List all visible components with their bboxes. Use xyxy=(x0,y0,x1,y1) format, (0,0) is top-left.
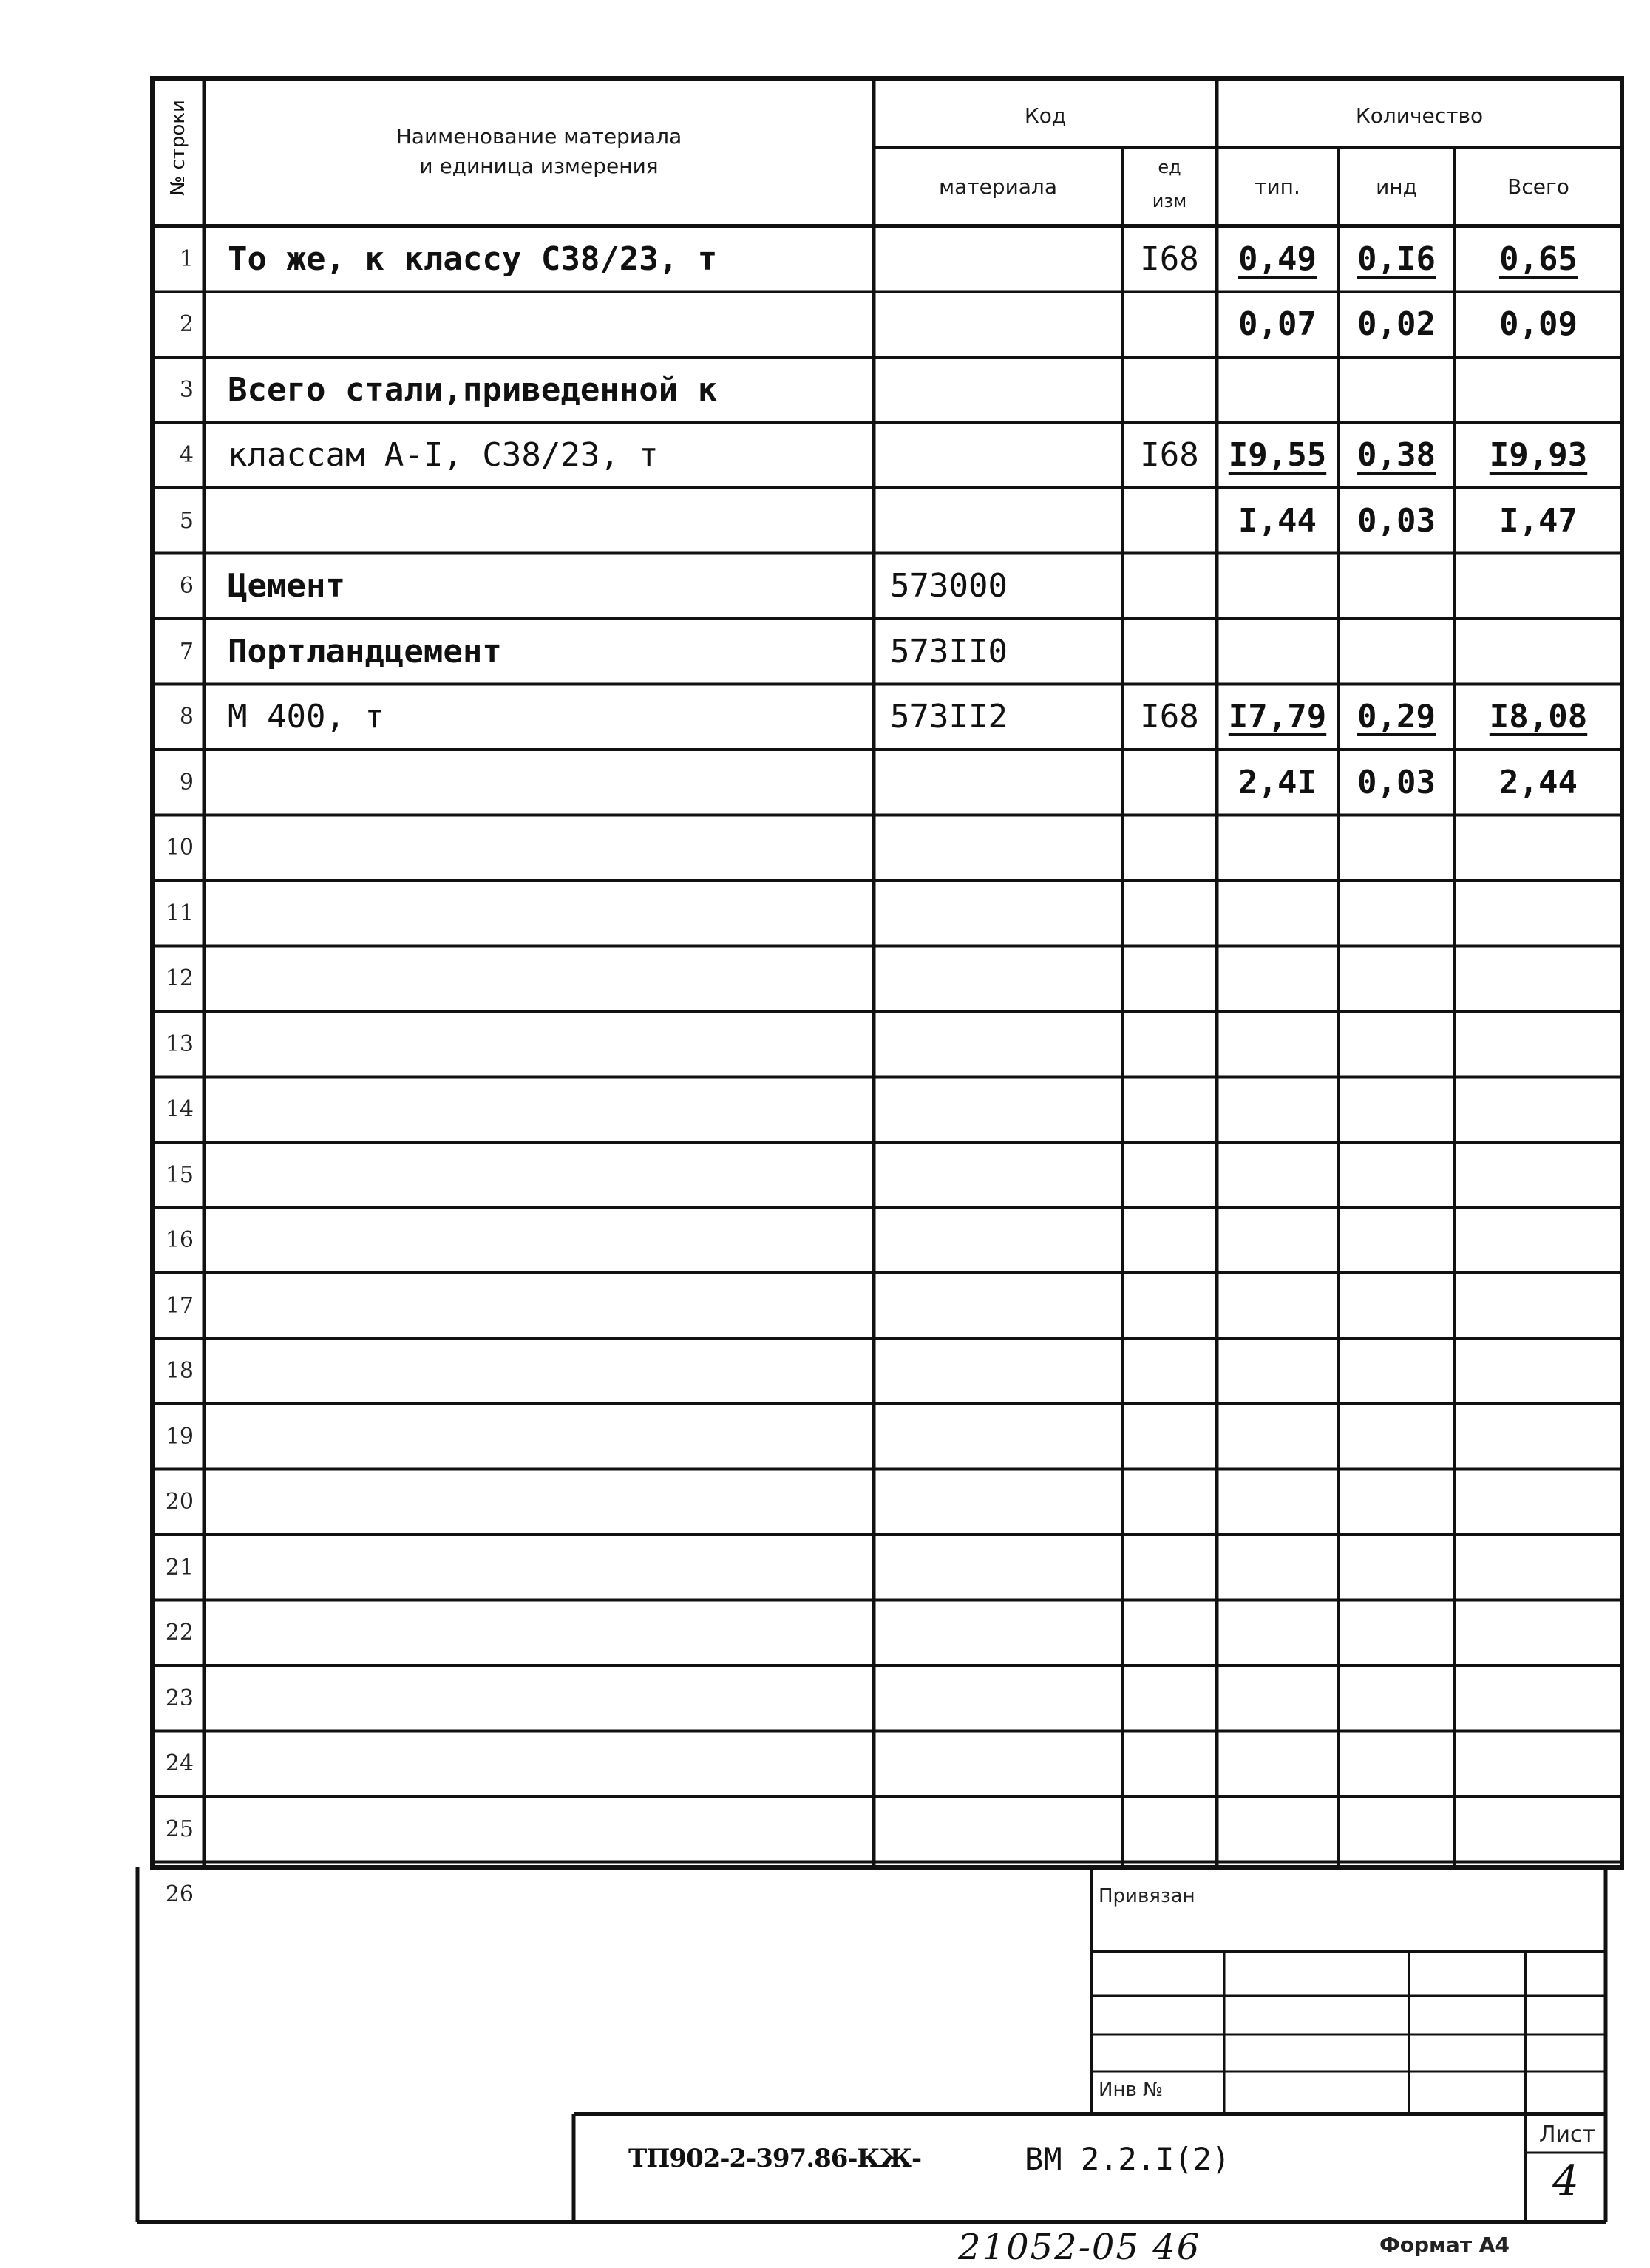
unit-code xyxy=(1122,357,1217,422)
material-code xyxy=(874,1404,1138,1469)
unit-code xyxy=(1122,1077,1217,1142)
unit-code xyxy=(1122,1535,1217,1600)
qty-individual xyxy=(1338,1011,1455,1076)
qty-individual xyxy=(1338,1470,1455,1535)
material-name xyxy=(204,1796,897,1861)
material-code xyxy=(874,685,1138,750)
row-number-text: 8 xyxy=(179,704,194,730)
qty-total xyxy=(1455,1273,1622,1338)
qty-individual xyxy=(1338,1796,1455,1861)
qty-individual xyxy=(1338,946,1455,1011)
row-number-text: 12 xyxy=(165,965,194,991)
row-number xyxy=(152,1731,200,1796)
qty-typical-text: 0,49 xyxy=(1238,240,1317,278)
material-code xyxy=(874,1796,1138,1861)
material-name xyxy=(204,1273,897,1338)
unit-code xyxy=(1122,1273,1217,1338)
qty-total xyxy=(1455,1600,1622,1666)
row-number-text: 13 xyxy=(165,1031,194,1057)
sheet-number: 4 xyxy=(1552,2157,1579,2205)
unit-code xyxy=(1122,1142,1217,1207)
qty-individual xyxy=(1338,1600,1455,1666)
row-number-text: 4 xyxy=(179,442,194,468)
qty-total xyxy=(1455,357,1622,422)
material-code xyxy=(874,1208,1138,1273)
qty-individual xyxy=(1338,554,1455,619)
qty-typical xyxy=(1217,1339,1338,1404)
material-code xyxy=(874,1470,1138,1535)
qty-typical xyxy=(1217,488,1338,553)
row-number xyxy=(152,815,200,880)
qty-total-text: 0,09 xyxy=(1499,305,1578,343)
qty-total xyxy=(1455,423,1622,488)
qty-individual xyxy=(1338,226,1455,291)
material-name xyxy=(204,1862,897,1927)
qty-typical xyxy=(1217,1535,1338,1600)
material-name xyxy=(204,1404,897,1469)
unit-code xyxy=(1122,1470,1217,1535)
material-code xyxy=(874,1011,1138,1076)
qty-total xyxy=(1455,1208,1622,1273)
unit-code-text: I68 xyxy=(1140,436,1199,474)
qty-total xyxy=(1455,1666,1622,1731)
unit-code xyxy=(1122,619,1217,684)
material-code xyxy=(874,423,1138,488)
row-number-text: 9 xyxy=(179,769,194,795)
qty-typical xyxy=(1217,1077,1338,1142)
row-number-text: 21 xyxy=(165,1554,194,1581)
qty-individual xyxy=(1338,815,1455,880)
qty-total xyxy=(1455,554,1622,619)
material-name xyxy=(204,1142,897,1207)
row-number-text: 16 xyxy=(165,1227,194,1253)
qty-individual xyxy=(1338,750,1455,815)
qty-individual xyxy=(1338,1077,1455,1142)
material-code xyxy=(874,946,1138,1011)
qty-total xyxy=(1455,1404,1622,1469)
material-name xyxy=(204,750,897,815)
unit-header-line1: ед xyxy=(1158,157,1181,177)
qty-total-text: I8,08 xyxy=(1489,698,1588,736)
qty-typical-text: 2,4I xyxy=(1238,763,1317,801)
material-code xyxy=(874,1273,1138,1338)
row-number-text: 5 xyxy=(179,507,194,534)
qty-typical xyxy=(1217,1142,1338,1207)
material-name xyxy=(204,946,897,1011)
row-number xyxy=(152,423,200,488)
row-number-text: 3 xyxy=(179,376,194,403)
name-header-line2: и единица измерения xyxy=(419,154,659,178)
material-name xyxy=(204,1600,897,1666)
material-name xyxy=(204,554,897,619)
qty-individual xyxy=(1338,619,1455,684)
material-code xyxy=(874,1339,1138,1404)
material-name xyxy=(204,1208,897,1273)
material-name xyxy=(204,619,897,684)
row-number-text: 19 xyxy=(165,1423,194,1450)
row-number xyxy=(152,946,200,1011)
row-number xyxy=(152,1077,200,1142)
qty-typical xyxy=(1217,1731,1338,1796)
qty-typical xyxy=(1217,1273,1338,1338)
unit-code xyxy=(1122,1339,1217,1404)
row-number xyxy=(152,1796,200,1861)
qty-typical xyxy=(1217,1404,1338,1469)
qty-total xyxy=(1455,1011,1622,1076)
qty-total xyxy=(1455,1339,1622,1404)
qty-typical xyxy=(1217,815,1338,880)
row-number xyxy=(152,750,200,815)
handwritten-archive-number: 21052-05 46 xyxy=(958,2227,1201,2268)
unit-code xyxy=(1122,1208,1217,1273)
material-code-text: 573II0 xyxy=(890,632,1008,670)
unit-code xyxy=(1122,1731,1217,1796)
qty-individual xyxy=(1338,880,1455,945)
row-number xyxy=(152,1600,200,1666)
row-number xyxy=(152,1011,200,1076)
row-number xyxy=(152,1666,200,1731)
material-code xyxy=(874,1077,1138,1142)
qty-individual xyxy=(1338,292,1455,357)
material-name xyxy=(204,1731,897,1796)
qty-total xyxy=(1455,685,1622,750)
material-code xyxy=(874,1666,1138,1731)
qty-individual xyxy=(1338,1535,1455,1600)
unit-code xyxy=(1122,815,1217,880)
qty-total xyxy=(1455,292,1622,357)
qty-total xyxy=(1455,946,1622,1011)
qty-individual xyxy=(1338,488,1455,553)
unit-code xyxy=(1122,1666,1217,1731)
unit-code xyxy=(1122,685,1217,750)
qty-individual xyxy=(1338,685,1455,750)
material-code xyxy=(874,226,1138,291)
material-name-text: М 400, т xyxy=(228,698,384,736)
qty-individual-text: 0,29 xyxy=(1357,698,1436,736)
row-number-text: 24 xyxy=(165,1751,194,1776)
material-code xyxy=(874,1600,1138,1666)
qty-typical-text: I9,55 xyxy=(1228,436,1327,474)
qty-individual xyxy=(1338,357,1455,422)
qty-typical xyxy=(1217,1796,1338,1861)
row-number xyxy=(152,1404,200,1469)
quantity-group-header: Количество xyxy=(1355,103,1484,128)
material-code-text: 573II2 xyxy=(890,698,1008,736)
qty-typical xyxy=(1217,1862,1338,1927)
material-name xyxy=(204,488,897,553)
qty-typical xyxy=(1217,619,1338,684)
sheet-label: Лист xyxy=(1538,2122,1596,2148)
qty-individual xyxy=(1338,1731,1455,1796)
qty-total xyxy=(1455,1535,1622,1600)
unit-code xyxy=(1122,292,1217,357)
row-number xyxy=(152,357,200,422)
qty-total-text: I9,93 xyxy=(1489,436,1588,474)
row-number-text: 20 xyxy=(165,1489,194,1515)
material-name xyxy=(204,1339,897,1404)
unit-code xyxy=(1122,1600,1217,1666)
material-name xyxy=(204,226,897,291)
material-name xyxy=(204,815,897,880)
material-code xyxy=(874,1535,1138,1600)
material-name-text: Всего стали,приведенной к xyxy=(228,370,718,409)
qty-total xyxy=(1455,815,1622,880)
qty-typical xyxy=(1217,554,1338,619)
row-number-text: 22 xyxy=(165,1620,194,1646)
material-name xyxy=(204,1470,897,1535)
material-name xyxy=(204,1077,897,1142)
unit-header-line2: изм xyxy=(1152,191,1187,211)
material-name-text: То же, к классу С38/23, т xyxy=(228,240,718,278)
document-code: ТП902-2-397.86-КЖ- xyxy=(628,2144,922,2173)
qty-individual xyxy=(1338,1273,1455,1338)
row-number xyxy=(152,1535,200,1600)
qty-typical xyxy=(1217,685,1338,750)
unit-code xyxy=(1122,1011,1217,1076)
ind-header: инд xyxy=(1376,174,1417,199)
qty-typical-text: I7,79 xyxy=(1228,698,1327,736)
row-number xyxy=(152,488,200,553)
material-code xyxy=(874,292,1138,357)
qty-typical xyxy=(1217,1666,1338,1731)
row-number-text: 14 xyxy=(165,1096,194,1122)
material-name xyxy=(204,1011,897,1076)
document-section: ВМ 2.2.I(2) xyxy=(1025,2141,1231,2177)
row-number xyxy=(152,685,200,750)
material-name-text: Портландцемент xyxy=(228,632,502,670)
row-number-text: 7 xyxy=(179,638,194,665)
row-number-text: 25 xyxy=(165,1816,194,1842)
qty-typical-text: I,44 xyxy=(1238,501,1317,540)
qty-total xyxy=(1455,488,1622,553)
row-number-text: 15 xyxy=(165,1161,194,1188)
qty-total xyxy=(1455,1142,1622,1207)
row-number-text: 18 xyxy=(165,1358,194,1384)
unit-code xyxy=(1122,488,1217,553)
row-number xyxy=(152,554,200,619)
qty-individual-text: 0,I6 xyxy=(1357,240,1436,278)
qty-individual-text: 0,38 xyxy=(1357,436,1436,474)
qty-total-text: 2,44 xyxy=(1499,763,1578,801)
qty-typical xyxy=(1217,880,1338,945)
unit-code xyxy=(1122,1796,1217,1861)
qty-typical xyxy=(1217,1600,1338,1666)
qty-typical xyxy=(1217,1011,1338,1076)
unit-code xyxy=(1122,423,1217,488)
qty-typical xyxy=(1217,423,1338,488)
material-code-header: материала xyxy=(938,174,1057,199)
qty-total xyxy=(1455,880,1622,945)
qty-typical xyxy=(1217,226,1338,291)
row-number-text: 6 xyxy=(179,573,194,599)
unit-code xyxy=(1122,880,1217,945)
unit-code xyxy=(1122,554,1217,619)
qty-total xyxy=(1455,1470,1622,1535)
qty-total xyxy=(1455,1862,1622,1927)
material-code xyxy=(874,619,1138,684)
material-name xyxy=(204,357,897,422)
row-number xyxy=(152,226,200,291)
qty-individual xyxy=(1338,1208,1455,1273)
inventory-number-label: Инв № xyxy=(1099,2079,1164,2101)
qty-typical xyxy=(1217,946,1338,1011)
row-number xyxy=(152,619,200,684)
qty-individual-text: 0,03 xyxy=(1357,501,1436,540)
qty-individual-text: 0,03 xyxy=(1357,763,1436,801)
row-number-header: № строки xyxy=(167,100,189,196)
row-number xyxy=(152,1142,200,1207)
row-number-text: 10 xyxy=(165,835,194,860)
qty-total xyxy=(1455,750,1622,815)
material-name xyxy=(204,880,897,945)
qty-individual xyxy=(1338,1142,1455,1207)
material-code-text: 573000 xyxy=(890,567,1008,605)
format-label: Формат А4 xyxy=(1379,2233,1510,2257)
qty-individual xyxy=(1338,1404,1455,1469)
attached-label: Привязан xyxy=(1099,1885,1195,1907)
qty-typical xyxy=(1217,750,1338,815)
unit-code xyxy=(1122,750,1217,815)
qty-typical xyxy=(1217,1470,1338,1535)
row-number xyxy=(152,292,200,357)
name-header-line1: Наименование материала xyxy=(395,124,682,149)
unit-code-text: I68 xyxy=(1140,240,1199,278)
total-header: Всего xyxy=(1507,174,1569,199)
row-number xyxy=(152,1339,200,1404)
qty-individual-text: 0,02 xyxy=(1357,305,1436,343)
material-code xyxy=(874,815,1138,880)
row-number-text: 17 xyxy=(165,1292,194,1319)
unit-code xyxy=(1122,946,1217,1011)
material-name xyxy=(204,1666,897,1731)
qty-typical-text: 0,07 xyxy=(1238,305,1317,343)
material-name-text: Цемент xyxy=(228,567,345,605)
qty-total xyxy=(1455,619,1622,684)
qty-individual xyxy=(1338,423,1455,488)
material-name xyxy=(204,292,897,357)
material-code xyxy=(874,554,1138,619)
qty-total xyxy=(1455,1077,1622,1142)
material-name xyxy=(204,685,897,750)
row-number-text: 23 xyxy=(165,1685,194,1711)
row-number-text: 11 xyxy=(165,900,194,926)
row-number xyxy=(152,1273,200,1338)
qty-typical xyxy=(1217,292,1338,357)
material-name xyxy=(204,1535,897,1600)
material-code xyxy=(874,357,1138,422)
material-code xyxy=(874,488,1138,553)
row-number-text: 2 xyxy=(179,311,194,337)
row-number xyxy=(152,880,200,945)
qty-individual xyxy=(1338,1666,1455,1731)
qty-total xyxy=(1455,1731,1622,1796)
qty-individual xyxy=(1338,1862,1455,1927)
qty-total xyxy=(1455,226,1622,291)
material-name-text: классам А-I, С38/23, т xyxy=(228,436,659,474)
material-code xyxy=(874,880,1138,945)
row-number xyxy=(152,1208,200,1273)
row-number-text: 1 xyxy=(179,245,194,272)
row-number xyxy=(152,1862,200,1927)
qty-total xyxy=(1455,1796,1622,1861)
qty-individual xyxy=(1338,1339,1455,1404)
qty-total-text: 0,65 xyxy=(1499,240,1578,278)
material-code xyxy=(874,1731,1138,1796)
qty-typical xyxy=(1217,357,1338,422)
row-number xyxy=(152,1470,200,1535)
unit-code xyxy=(1122,1404,1217,1469)
qty-total-text: I,47 xyxy=(1499,501,1578,540)
material-code xyxy=(874,750,1138,815)
row-number-text: 26 xyxy=(165,1881,194,1907)
material-code xyxy=(874,1142,1138,1207)
material-name xyxy=(204,423,897,488)
typ-header: тип. xyxy=(1255,174,1300,199)
unit-code xyxy=(1122,226,1217,291)
unit-code-text: I68 xyxy=(1140,698,1199,736)
qty-typical xyxy=(1217,1208,1338,1273)
code-group-header: Код xyxy=(1024,103,1067,128)
